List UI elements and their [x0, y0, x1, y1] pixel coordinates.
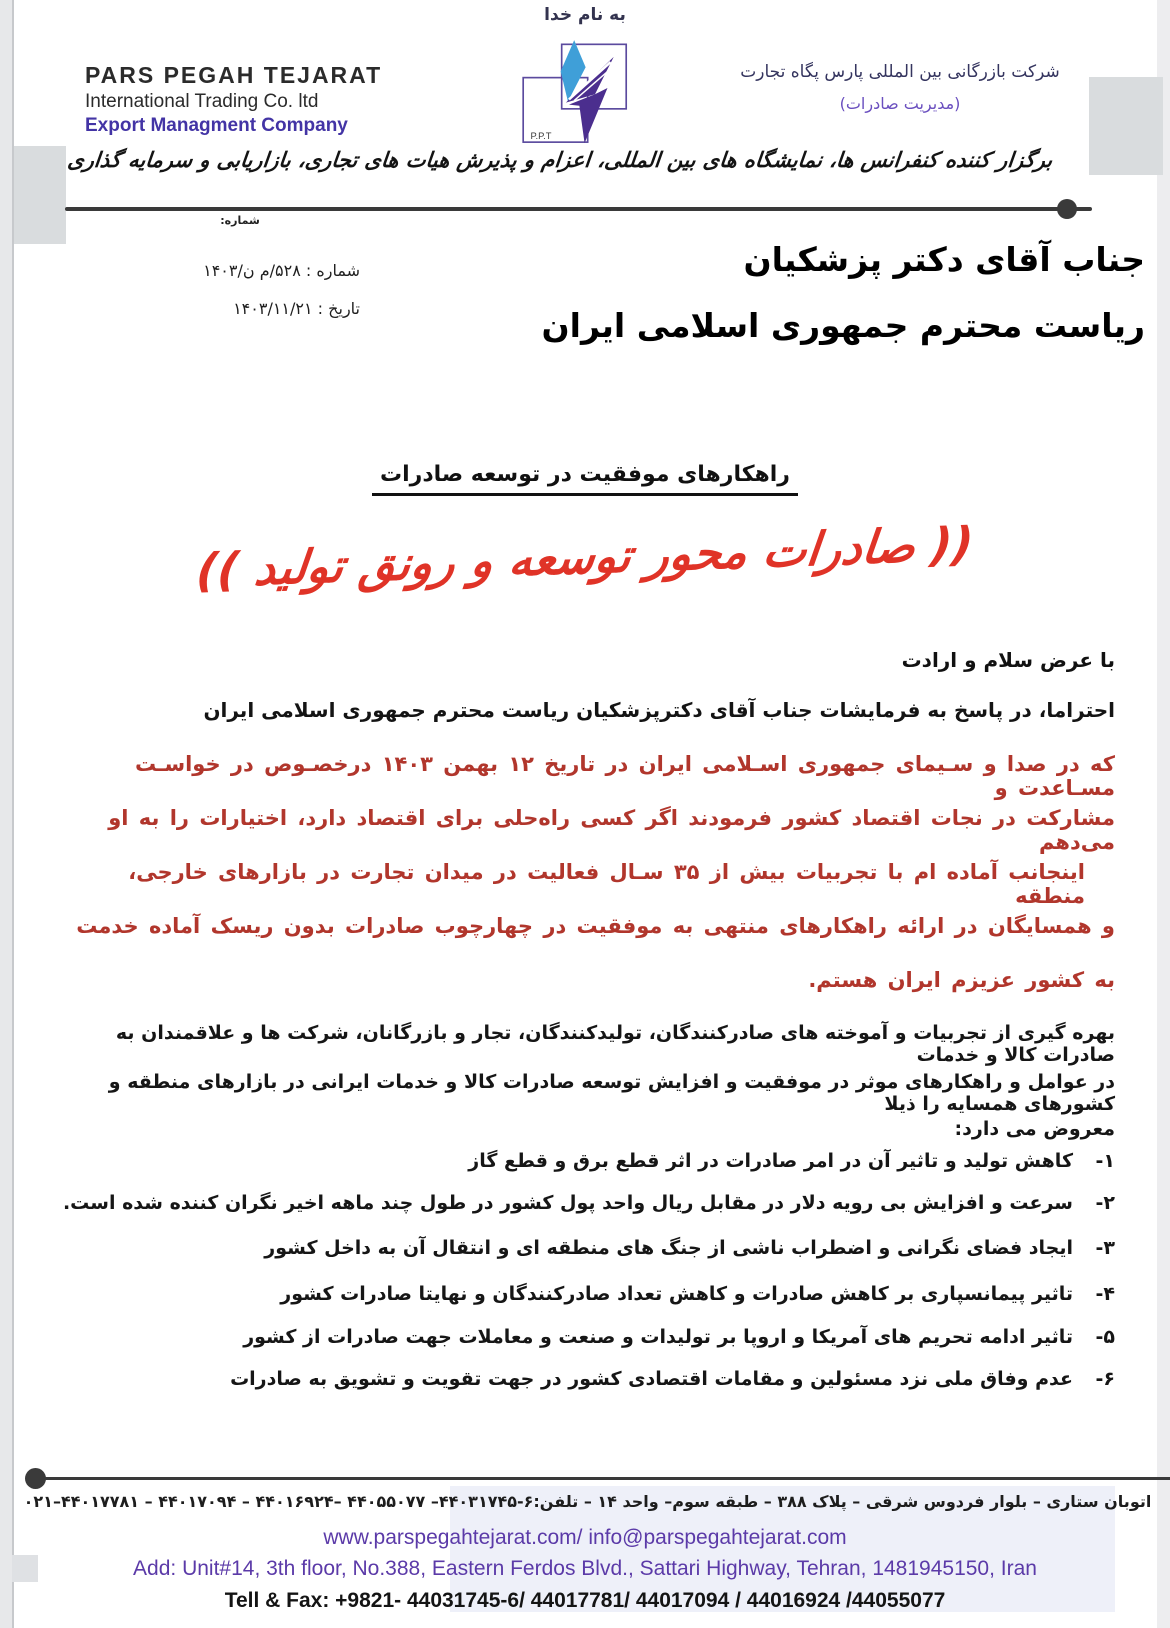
list-item: [55, 1326, 1115, 1348]
list-item: [55, 1192, 1115, 1214]
paragraph-red-1: که در صدا و سـیمای جمهوری اسـلامی ایران در تاریخ ۱۲ بهمن ۱۴۰۳ درخصـوص در خواسـت مسـاعدت و: [135, 752, 1115, 800]
number-label: شماره:: [220, 214, 260, 227]
company-en-line3: Export Managment Company: [85, 115, 348, 136]
list-item: [55, 1150, 1115, 1172]
paragraph-closing-3: معروض می دارد:: [954, 1118, 1115, 1140]
paragraph-red-3: اینجانب آماده ام با تجربیات بیش از ۳۵ سـال فعالیت در میدان تجارت در بازارهای خارجی، منطقه: [128, 860, 1085, 908]
company-fa-line1: شرکت بازرگانی بین المللی پارس پگاه تجارت: [740, 62, 1060, 82]
company-name-farsi: [700, 62, 1100, 113]
header-divider-dot: [1057, 199, 1077, 219]
greeting-line: با عرض سلام و ارادت: [901, 648, 1115, 672]
list-item-text: کاهش تولید و تاثیر آن در امر صادرات در اثر قطع برق و قطع گاز: [468, 1150, 1073, 1172]
footer-address-farsi: اتوبان ستاری – بلوار فردوس شرقی – پلاک ۳۸۸ – طبقه سوم– واحد ۱۴ – تلفن:۶-۴۴۰۳۱۷۴۵– ۴۴۰۵۵۰۷۷ –۴۴۰۱۶۹۲۴ – ۴۴۰۱۷۰۹۴ – ۴۴۰۱۷۷۸۱–۰۲۱: [23, 1492, 1152, 1511]
list-item-number: ۲-: [1095, 1192, 1115, 1214]
company-en-line1: PARS PEGAH TEJARAT: [85, 62, 383, 88]
list-item-number: ۱-: [1095, 1150, 1115, 1172]
list-item: [55, 1368, 1115, 1390]
paragraph-red-2: مشارکت در نجات اقتصاد کشور فرمودند اگر کسی راه‌حلی برای اقتصاد دارد، اختیارات را به او می‌دهم: [108, 806, 1115, 854]
scan-edge-right: [1157, 0, 1170, 1628]
list-item-number: ۴-: [1095, 1283, 1115, 1305]
header-divider-line: [65, 207, 1092, 211]
list-item: [55, 1237, 1115, 1259]
paragraph-red-5: به کشور عزیزم ایران هستم.: [808, 968, 1115, 992]
paragraph-closing-1: بهره گیری از تجربیات و آموخته های صادرکنندگان، تولیدکنندگان، تجار و بازرگانان، شرکت ها و علاقمندان به صادرات کالا و خدمات: [115, 1022, 1115, 1066]
logo-ppt-label: P.P.T: [530, 131, 552, 142]
list-item-text: تاثیر ادامه تحریم های آمریکا و اروپا بر تولیدات و صنعت و معاملات جهت صادرات از کشور: [243, 1326, 1073, 1348]
recipient-title: ریاست محترم جمهوری اسلامی ایران: [541, 305, 1145, 345]
list-item-number: ۶-: [1095, 1368, 1115, 1390]
recipient-block: [170, 240, 1145, 345]
company-en-line2: International Trading Co. ltd: [85, 91, 319, 112]
footer-website-email: www.parspegahtejarat.com/ info@parspegahtejarat.com: [323, 1526, 847, 1549]
bismillah-text: به نام خدا: [544, 5, 626, 25]
scan-edge-left: [0, 0, 14, 1628]
paragraph-intro: احتراما، در پاسخ به فرمایشات جناب آقای دکترپزشکیان ریاست محترم جمهوری اسلامی ایران: [203, 698, 1115, 722]
company-tagline: برگزار کننده کنفرانس ها، نمایشگاه های بین المللی، اعزام و پذیرش هیات های تجاری، بازاریابی و سرمایه گذاری: [66, 148, 1054, 172]
list-item-text: ایجاد فضای نگرانی و اضطراب ناشی از جنگ های منطقه ای و انتقال آن به داخل کشور: [264, 1237, 1073, 1259]
list-item: [55, 1283, 1115, 1305]
company-logo-icon: [520, 36, 645, 164]
paragraph-closing-2: در عوامل و راهکارهای موثر در موفقیت و افزایش توسعه صادرات کالا و خدمات ایرانی در بازارهای منطقه و کشورهای همسایه را ذیلا: [108, 1071, 1115, 1115]
company-fa-line2: (مدیریت صادرات): [839, 94, 961, 113]
footer-divider-dot: [25, 1468, 46, 1489]
recipient-name: جناب آقای دکتر پزشکیان: [743, 240, 1145, 279]
company-name-english: [85, 62, 415, 137]
scan-artifact-top-right: [1089, 77, 1163, 175]
list-item-text: سرعت و افزایش بی رویه دلار در مقابل ریال واحد پول کشور در طول چند ماهه اخیر نگران کننده شده است.: [62, 1192, 1073, 1214]
footer-divider-line: [44, 1477, 1170, 1480]
list-item-number: ۳-: [1095, 1237, 1115, 1259]
letter-number: شماره : ۵۲۸/م ن/۱۴۰۳: [203, 261, 360, 280]
subject-slogan: (( صادرات محور توسعه و رونق تولید )): [194, 516, 976, 598]
paragraph-red-4: و همسایگان در ارائه راهکارهای منتهی به موفقیت در چهارچوب صادرات بدون ریسک آماده خدمت: [76, 914, 1115, 938]
list-item-number: ۵-: [1095, 1326, 1115, 1348]
subject-title: راهکارهای موفقیت در توسعه صادرات: [85, 462, 1085, 496]
letter-date: تاریخ : ۱۴۰۳/۱۱/۲۱: [233, 299, 360, 318]
list-item-text: عدم وفاق ملی نزد مسئولین و مقامات اقتصادی کشور در جهت تقویت و تشویق به صادرات: [230, 1368, 1073, 1390]
footer-address-english: Add: Unit#14, 3th floor, No.388, Eastern Ferdos Blvd., Sattari Highway, Tehran, 1481945150, Iran: [133, 1557, 1037, 1580]
footer-telephone-fax: Tell & Fax: +9821- 44031745-6/ 44017781/ 44017094 / 44016924 /44055077: [224, 1589, 946, 1612]
list-item-text: تاثیر پیمانسپاری بر کاهش صادرات و کاهش تعداد صادرکنندگان و نهایتا صادرات کشور: [280, 1283, 1073, 1305]
